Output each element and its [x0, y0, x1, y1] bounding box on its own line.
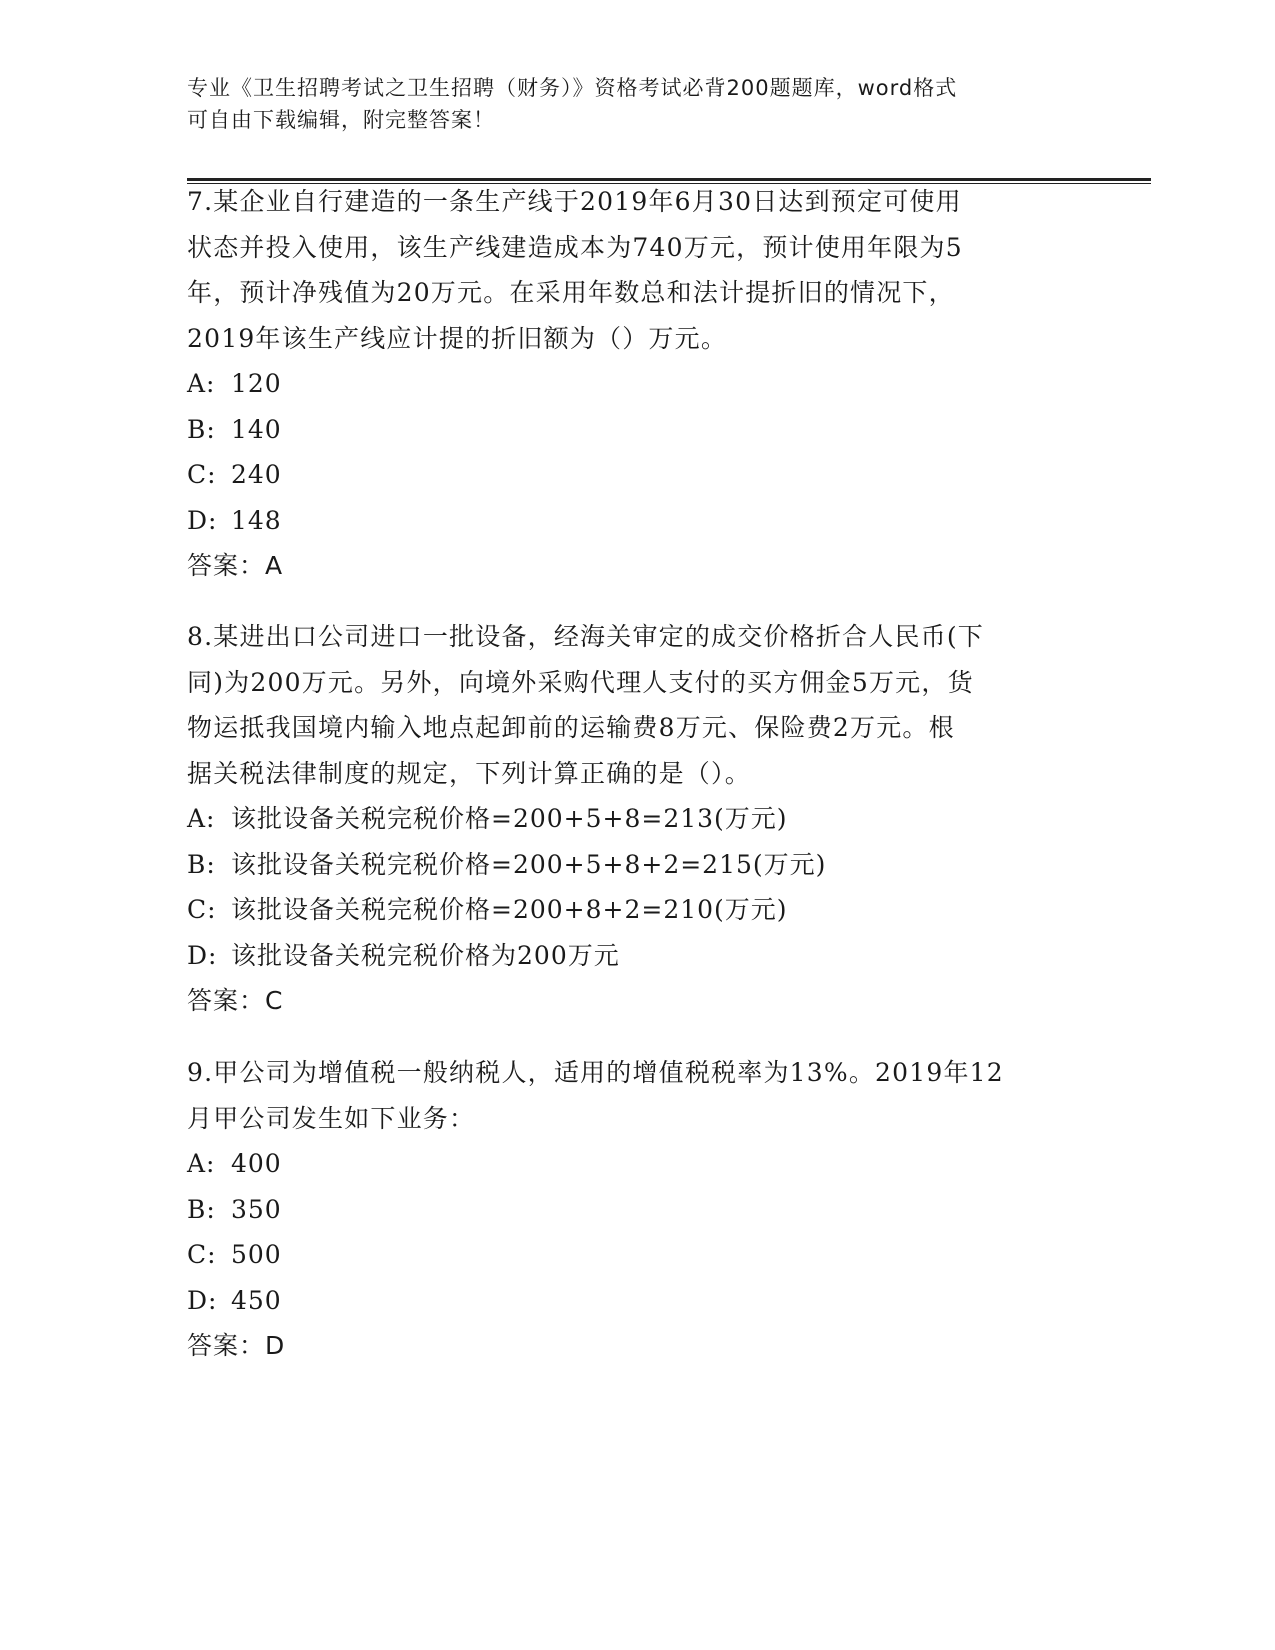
option-text: 该批设备关税完税价格为200万元 [231, 940, 620, 970]
option-text: 400 [231, 1149, 282, 1178]
option-text: 该批设备关税完税价格=200+5+8=213(万元) [231, 804, 788, 833]
option-b [187, 842, 1087, 888]
option-text: 该批设备关税完税价格=200+8+2=210(万元) [231, 895, 788, 924]
option-label: B: [187, 849, 216, 879]
stem-line: 同)为200万元。另外，向境外采购代理人支付的买方佣金5万元，货 [187, 667, 974, 697]
option-label: C: [187, 1240, 217, 1269]
stem-line: 月甲公司发生如下业务： [187, 1103, 476, 1133]
answer-line: 答案：C [187, 986, 284, 1015]
option-d [187, 933, 1087, 979]
option-text: 350 [231, 1194, 282, 1224]
question-7 [187, 179, 1087, 589]
option-label: A: [187, 369, 216, 398]
answer-line: 答案：D [187, 1331, 286, 1360]
document-header [187, 72, 1087, 136]
option-label: D: [187, 505, 218, 535]
stem-line: 9.甲公司为增值税一般纳税人，适用的增值税税率为13%。2019年12 [187, 1058, 1004, 1087]
option-label: C: [187, 895, 217, 924]
option-a [187, 1141, 1087, 1187]
option-d [187, 498, 1087, 544]
stem-line: 7.某企业自行建造的一条生产线于2019年6月30日达到预定可使用 [187, 187, 962, 216]
option-d [187, 1278, 1087, 1324]
option-label: B: [187, 414, 216, 444]
option-text: 140 [231, 414, 282, 444]
question-stem [187, 1050, 1087, 1141]
question-8 [187, 614, 1087, 1024]
option-text: 500 [231, 1240, 282, 1269]
question-9 [187, 1050, 1087, 1369]
option-label: D: [187, 1285, 218, 1315]
option-c [187, 1232, 1087, 1278]
option-label: C: [187, 460, 217, 489]
option-text: 120 [231, 369, 282, 398]
option-c [187, 452, 1087, 498]
stem-line: 状态并投入使用，该生产线建造成本为740万元，预计使用年限为5 [187, 232, 963, 262]
option-c [187, 887, 1087, 933]
option-text: 该批设备关税完税价格=200+5+8+2=215(万元) [231, 849, 827, 879]
header-line-2: 可自由下载编辑，附完整答案！ [187, 108, 495, 132]
option-b [187, 407, 1087, 453]
stem-line: 2019年该生产线应计提的折旧额为（）万元。 [187, 323, 728, 353]
option-a [187, 796, 1087, 842]
question-stem [187, 179, 1087, 361]
header-line-1: 专业《卫生招聘考试之卫生招聘（财务）》资格考试必背200题题库，word格式 [187, 76, 958, 100]
stem-line: 年，预计净残值为20万元。在采用年数总和法计提折旧的情况下， [187, 278, 955, 307]
option-text: 240 [231, 460, 282, 489]
option-text: 450 [231, 1285, 282, 1315]
option-label: D: [187, 940, 218, 970]
option-text: 148 [231, 505, 282, 535]
stem-line: 物运抵我国境内输入地点起卸前的运输费8万元、保险费2万元。根 [187, 713, 955, 742]
option-b [187, 1187, 1087, 1233]
stem-line: 8.某进出口公司进口一批设备，经海关审定的成交价格折合人民币(下 [187, 622, 985, 651]
option-label: A: [187, 804, 216, 833]
stem-line: 据关税法律制度的规定，下列计算正确的是（）。 [187, 758, 751, 788]
answer-line: 答案：A [187, 551, 284, 580]
option-label: B: [187, 1194, 216, 1224]
question-stem [187, 614, 1087, 796]
option-a [187, 361, 1087, 407]
option-label: A: [187, 1149, 216, 1178]
